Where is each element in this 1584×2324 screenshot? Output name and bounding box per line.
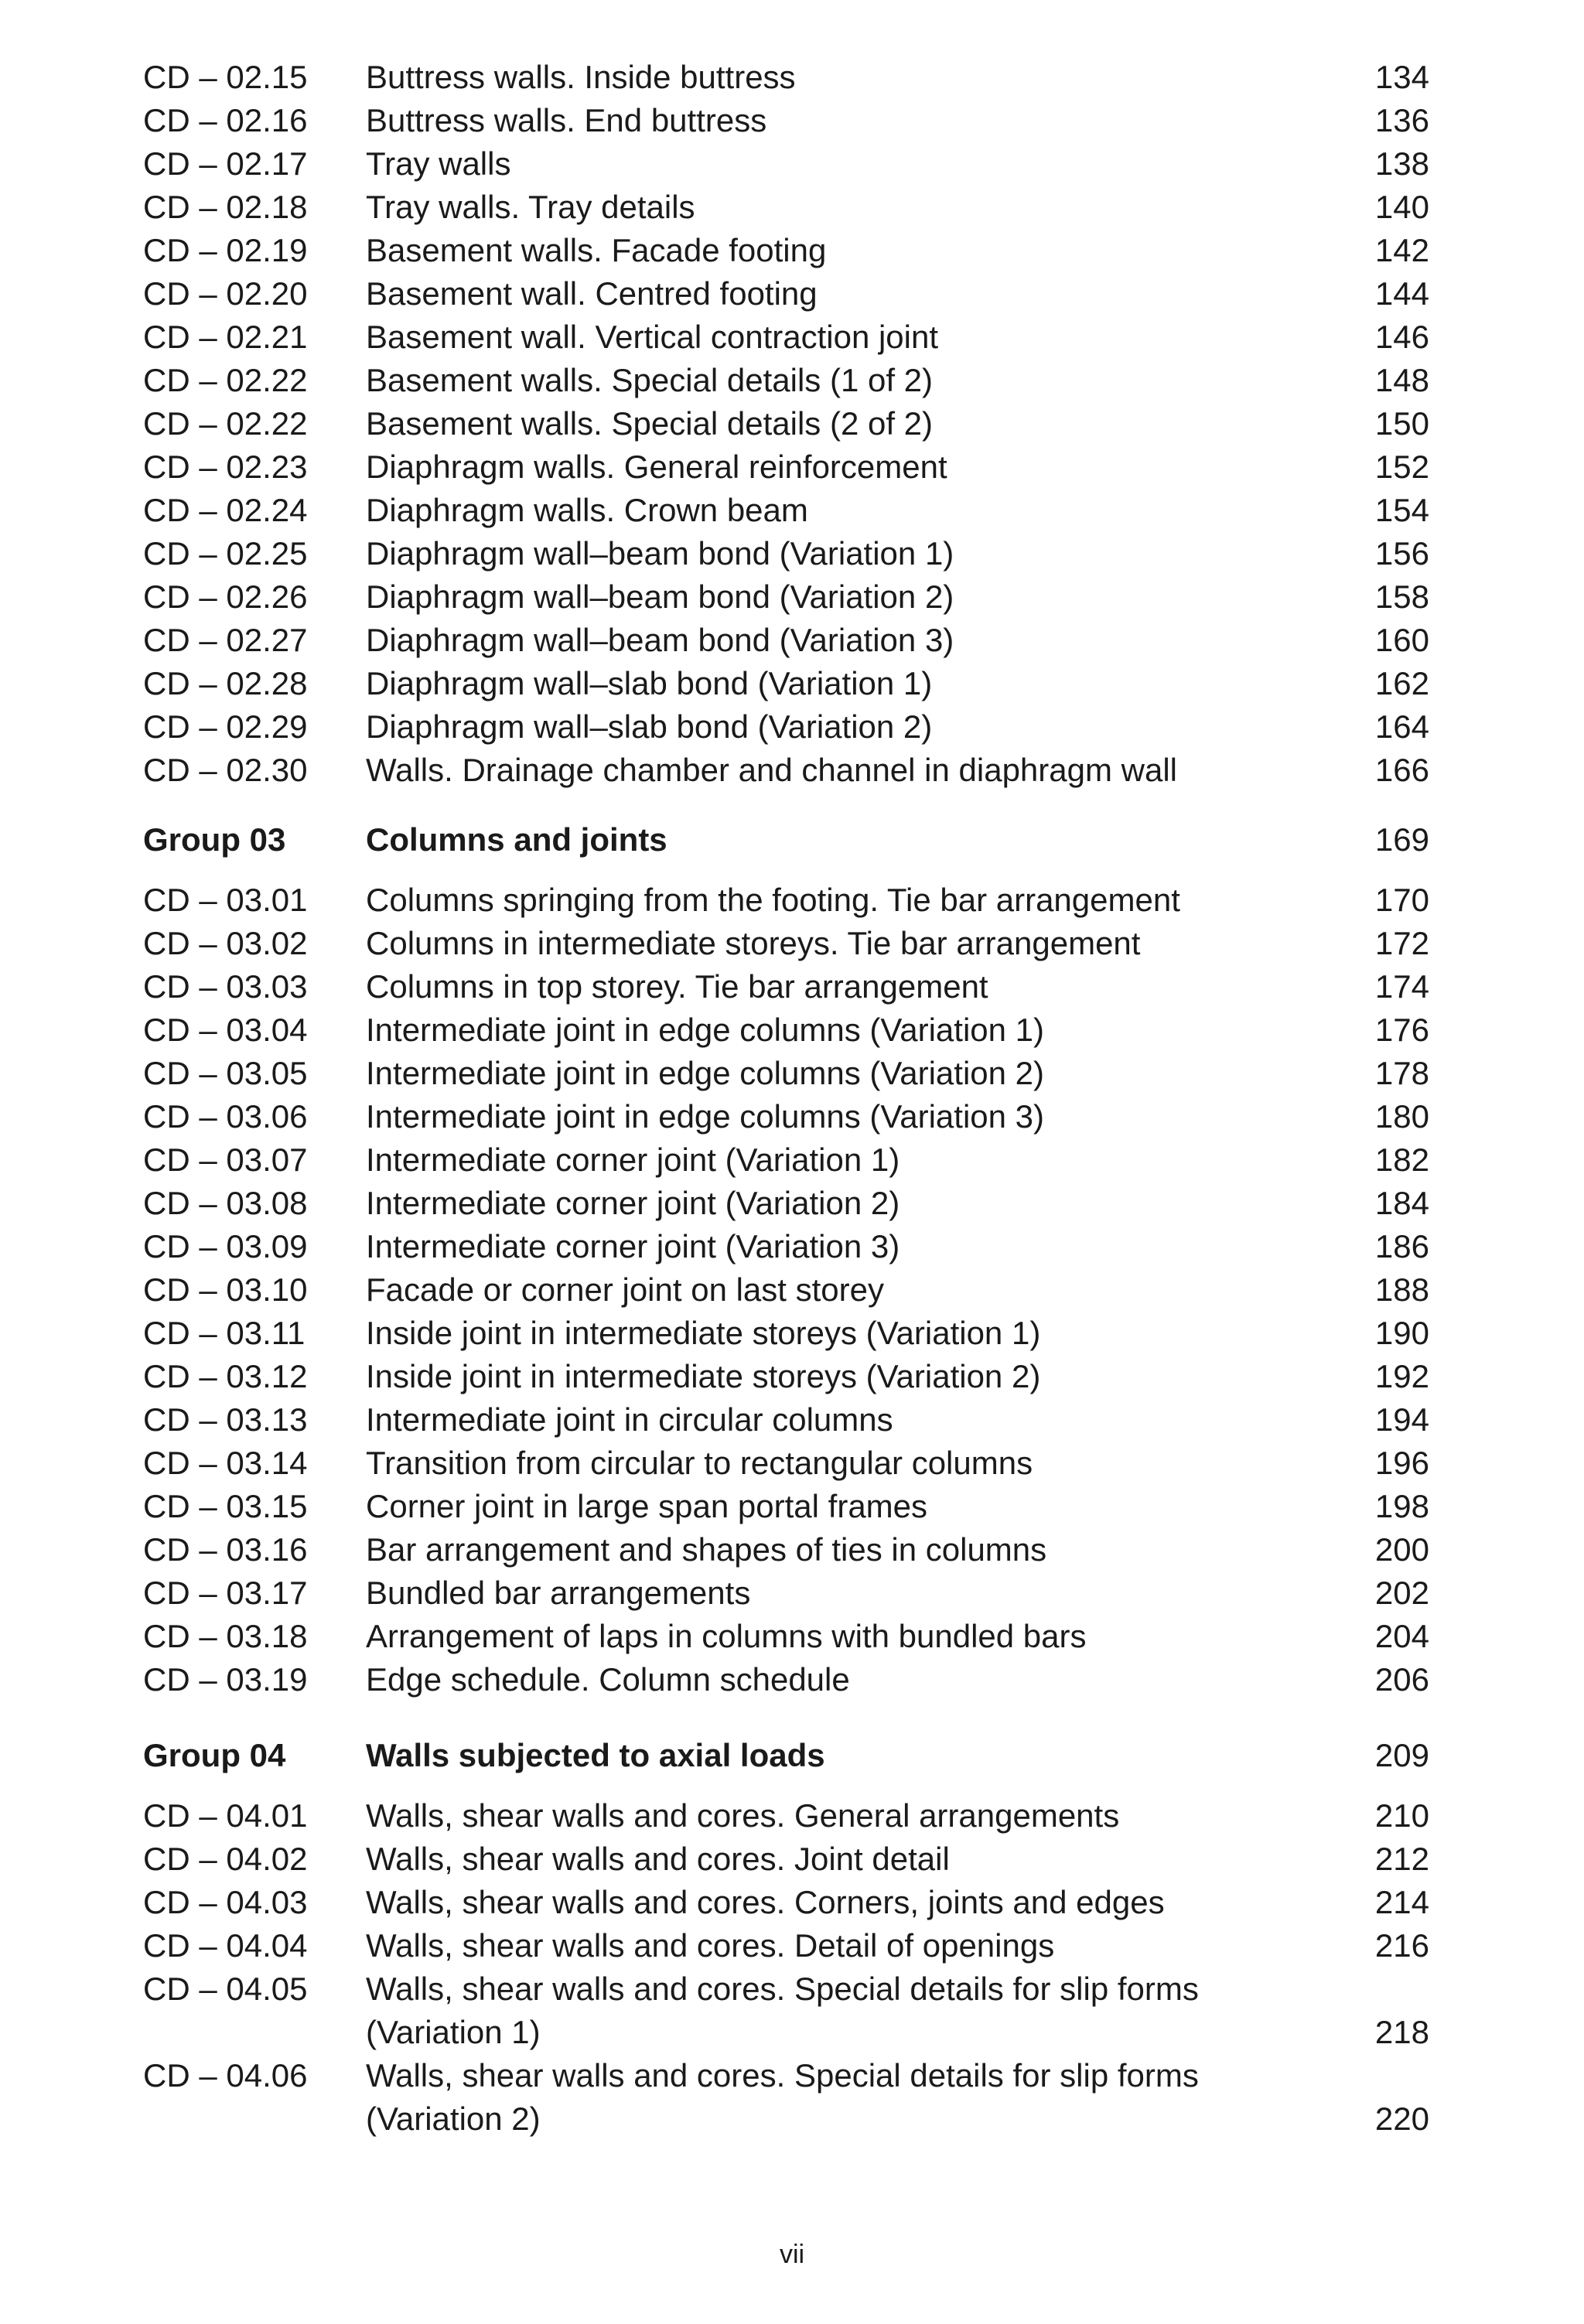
entry-page-number: 206 [1374,1661,1429,1698]
entry-page-number: 212 [1374,1841,1429,1877]
entry-page-number: 136 [1374,102,1429,138]
entry-page-number: 176 [1374,1012,1429,1048]
entry-title: Diaphragm wall–beam bond (Variation 3) [366,622,954,658]
entry-title: Columns in intermediate storeys. Tie bar arrangement [366,925,1141,961]
entry-page-number: 200 [1374,1531,1429,1568]
entry-page-number: 158 [1374,578,1429,615]
entry-page-number: 150 [1374,405,1429,442]
entry-title: Inside joint in intermediate storeys (Variation 1) [366,1315,1041,1351]
entry-code: CD – 02.30 [143,752,308,788]
entry-code: CD – 03.14 [143,1445,308,1481]
entry-title: Walls, shear walls and cores. Joint detail [366,1841,950,1877]
entry-code: CD – 03.11 [143,1315,306,1351]
entry-code: CD – 03.01 [143,882,308,918]
entry-code: CD – 02.20 [143,275,308,312]
entry-code: CD – 03.17 [143,1575,308,1611]
entry-title: Walls, shear walls and cores. Detail of openings [366,1927,1055,1964]
entry-page-number: 170 [1374,882,1429,918]
entry-title: Inside joint in intermediate storeys (Variation 2) [366,1358,1041,1394]
entry-title: Intermediate joint in edge columns (Variation 3) [366,1098,1045,1135]
entry-title: Arrangement of laps in columns with bundled bars [366,1618,1087,1654]
entry-page-number: 156 [1374,535,1429,572]
entry-title: Walls, shear walls and cores. Special details for slip forms (Variation 2) [366,2057,1199,2137]
entry-title: Edge schedule. Column schedule [366,1661,850,1698]
entry-page-number: 190 [1374,1315,1429,1351]
entry-title: Corner joint in large span portal frames [366,1488,928,1524]
entry-title: Bundled bar arrangements [366,1575,751,1611]
entry-code: CD – 03.18 [143,1618,308,1654]
entry-code: CD – 02.19 [143,232,308,268]
entry-page-number: 220 [1374,2100,1429,2137]
entry-code: CD – 03.08 [143,1185,308,1221]
entry-title: Diaphragm walls. Crown beam [366,492,808,528]
entry-page-number: 174 [1374,968,1429,1005]
entry-page-number: 146 [1374,319,1429,355]
entry-page-number: 209 [1374,1737,1429,1773]
entry-page-number: 216 [1374,1927,1429,1964]
entry-page-number: 218 [1374,2014,1429,2050]
entry-code: CD – 02.15 [143,59,308,95]
entry-page-number: 169 [1374,821,1429,858]
entry-page-number: 210 [1374,1797,1429,1834]
entry-page-number: 134 [1374,59,1429,95]
entry-code: CD – 02.25 [143,535,308,572]
entry-page-number: 160 [1374,622,1429,658]
entry-page-number: 152 [1374,449,1429,485]
entry-code: CD – 03.06 [143,1098,308,1135]
entry-code: CD – 04.01 [143,1797,308,1834]
group-label: Group 04 [143,1737,286,1773]
entry-code: CD – 02.28 [143,665,308,701]
entry-title: Walls. Drainage chamber and channel in diaphragm wall [366,752,1177,788]
entry-page-number: 186 [1374,1228,1429,1264]
entry-title: Basement wall. Centred footing [366,275,818,312]
entry-code: CD – 04.04 [143,1927,308,1964]
entry-page-number: 166 [1374,752,1429,788]
entry-code: CD – 03.05 [143,1055,308,1091]
entry-page-number: 154 [1374,492,1429,528]
entry-code: CD – 04.06 [143,2057,308,2094]
entry-page-number: 180 [1374,1098,1429,1135]
group-title: Walls subjected to axial loads [366,1737,825,1773]
entry-code: CD – 02.22 [143,362,308,398]
entry-page-number: 140 [1374,189,1429,225]
group-title: Columns and joints [366,821,667,858]
entry-page-number: 144 [1374,275,1429,312]
entry-page-number: 184 [1374,1185,1429,1221]
entry-page-number: 188 [1374,1271,1429,1308]
entry-title: Diaphragm wall–slab bond (Variation 1) [366,665,933,701]
entry-code: CD – 02.23 [143,449,308,485]
entry-page-number: 148 [1374,362,1429,398]
entry-code: CD – 02.27 [143,622,308,658]
entry-code: CD – 02.29 [143,708,308,745]
entry-code: CD – 04.03 [143,1884,308,1920]
entry-title: Walls, shear walls and cores. General arrangements [366,1797,1120,1834]
entry-page-number: 138 [1374,145,1429,182]
entry-title: Transition from circular to rectangular columns [366,1445,1033,1481]
entry-page-number: 192 [1374,1358,1429,1394]
entry-title: Columns in top storey. Tie bar arrangement [366,968,988,1005]
entry-code: CD – 03.04 [143,1012,308,1048]
entry-page-number: 182 [1374,1142,1429,1178]
entry-title: Intermediate corner joint (Variation 2) [366,1185,900,1221]
entry-title: Tray walls. Tray details [366,189,695,225]
entry-page-number: 162 [1374,665,1429,701]
entry-code: CD – 03.12 [143,1358,308,1394]
entry-page-number: 214 [1374,1884,1429,1920]
entry-title: Buttress walls. Inside buttress [366,59,796,95]
entry-title: Basement walls. Special details (2 of 2) [366,405,934,442]
entry-code: CD – 03.19 [143,1661,308,1698]
entry-title: Diaphragm wall–beam bond (Variation 1) [366,535,954,572]
entry-code: CD – 03.07 [143,1142,308,1178]
entry-page-number: 142 [1374,232,1429,268]
entry-title: Basement walls. Special details (1 of 2) [366,362,934,398]
entry-title: Bar arrangement and shapes of ties in columns [366,1531,1047,1568]
entry-title: Basement wall. Vertical contraction joint [366,319,939,355]
entry-code: CD – 02.17 [143,145,308,182]
entry-code: CD – 03.15 [143,1488,308,1524]
entry-title: Intermediate joint in circular columns [366,1401,893,1438]
entry-code: CD – 03.02 [143,925,308,961]
entry-title: Facade or corner joint on last storey [366,1271,884,1308]
entry-code: CD – 02.21 [143,319,308,355]
entry-page-number: 202 [1374,1575,1429,1611]
entry-title: Basement walls. Facade footing [366,232,827,268]
entry-page-number: 164 [1374,708,1429,745]
entry-code: CD – 03.16 [143,1531,308,1568]
entry-title: Intermediate joint in edge columns (Variation 1) [366,1012,1045,1048]
entry-page-number: 204 [1374,1618,1429,1654]
entry-title: Diaphragm wall–slab bond (Variation 2) [366,708,933,745]
entry-title: Intermediate corner joint (Variation 3) [366,1228,900,1264]
entry-code: CD – 02.24 [143,492,308,528]
entry-page-number: 198 [1374,1488,1429,1524]
entry-title: Walls, shear walls and cores. Corners, joints and edges [366,1884,1165,1920]
page-number: vii [779,2240,805,2269]
entry-page-number: 178 [1374,1055,1429,1091]
entry-title: Intermediate joint in edge columns (Variation 2) [366,1055,1045,1091]
entry-title: Walls, shear walls and cores. Special details for slip forms (Variation 1) [366,1971,1199,2050]
entry-page-number: 196 [1374,1445,1429,1481]
entry-code: CD – 04.05 [143,1971,308,2007]
entry-title: Diaphragm wall–beam bond (Variation 2) [366,578,954,615]
entry-title: Buttress walls. End buttress [366,102,767,138]
entry-code: CD – 02.22 [143,405,308,442]
group-label: Group 03 [143,821,286,858]
entry-code: CD – 03.03 [143,968,308,1005]
entry-title: Diaphragm walls. General reinforcement [366,449,947,485]
entry-code: CD – 02.16 [143,102,308,138]
entry-code: CD – 02.18 [143,189,308,225]
entry-page-number: 172 [1374,925,1429,961]
entry-code: CD – 03.10 [143,1271,308,1308]
entry-code: CD – 03.09 [143,1228,308,1264]
entry-code: CD – 02.26 [143,578,308,615]
entry-title: Columns springing from the footing. Tie bar arrangement [366,882,1180,918]
entry-code: CD – 04.02 [143,1841,308,1877]
entry-page-number: 194 [1374,1401,1429,1438]
entry-code: CD – 03.13 [143,1401,308,1438]
entry-title: Intermediate corner joint (Variation 1) [366,1142,900,1178]
entry-title: Tray walls [366,145,511,182]
